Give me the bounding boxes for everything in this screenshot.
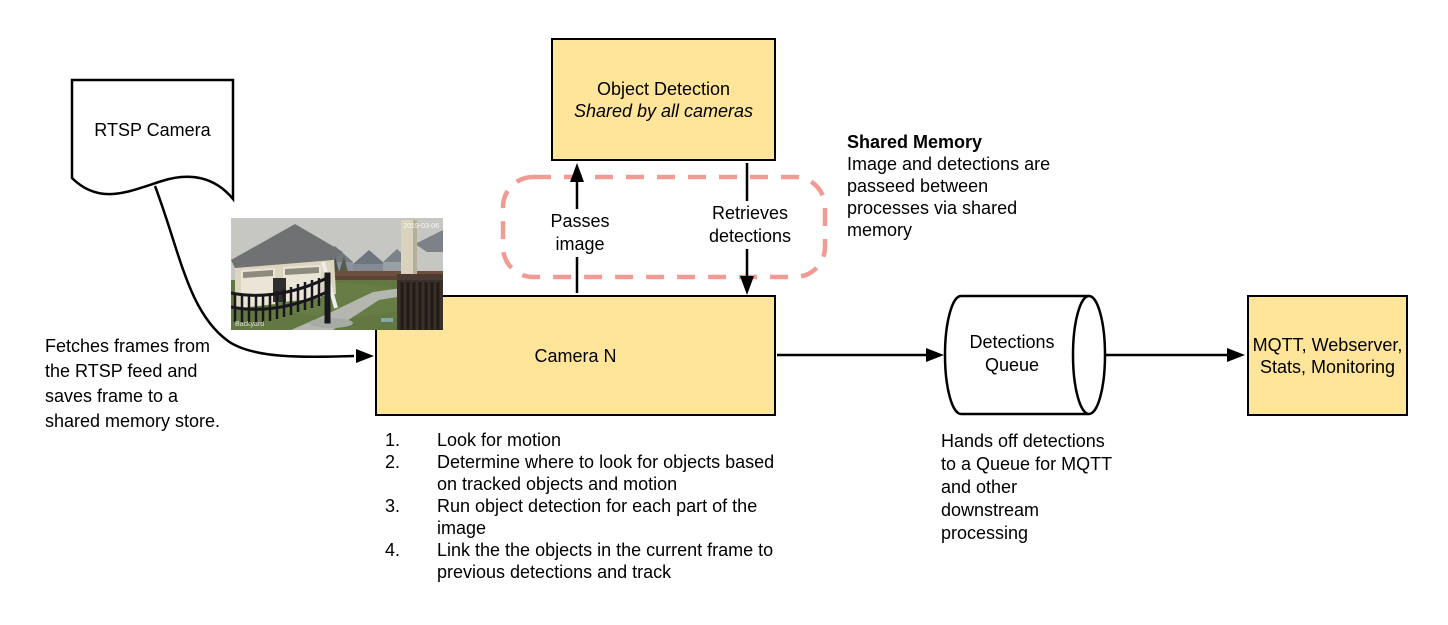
- camera-snapshot-image: [231, 218, 443, 330]
- retrieves-detections-arrowhead: [740, 276, 754, 295]
- step-text: Link the the objects in the current frame to previous detections and track: [437, 540, 774, 582]
- detections-queue-label: Detections Queue: [969, 332, 1055, 375]
- snapshot-walkway-wet: [309, 318, 353, 328]
- rtsp-camera-label: RTSP Camera: [94, 120, 211, 140]
- step-text: Look for motion: [437, 430, 562, 450]
- object-detection-title: Object Detection: [596, 78, 731, 99]
- passes-image-label: Passes image: [546, 209, 614, 257]
- step-text: Run object detection for each part of the image: [437, 496, 758, 538]
- step-number: 4.: [385, 540, 401, 560]
- rtsp-to-camera-arrowhead: [356, 349, 374, 363]
- outputs-label: MQTT, Webserver, Stats, Monitoring: [1252, 334, 1403, 377]
- passes-image-arrowhead: [570, 163, 584, 182]
- list-item: [385, 451, 793, 495]
- list-item: [385, 495, 793, 539]
- snapshot-timestamp: 2019-03-06: [403, 223, 439, 230]
- step-number: 1.: [385, 430, 401, 450]
- shared-memory-note: [847, 131, 1055, 241]
- list-item: [385, 429, 793, 451]
- step-number: 2.: [385, 452, 401, 472]
- camera-to-queue-arrowhead: [926, 348, 944, 362]
- fetch-frames-note: Fetches frames from the RTSP feed and saves frame to a shared memory store.: [45, 336, 221, 431]
- step-number: 3.: [385, 496, 401, 516]
- queue-to-outputs-arrowhead: [1227, 348, 1245, 362]
- snapshot-camera-name: Backyard: [235, 321, 265, 328]
- queue-handoff-note: Hands off detections to a Queue for MQTT and other downstream processing: [941, 431, 1112, 543]
- retrieves-detections-label: Retrieves detections: [701, 201, 799, 249]
- object-detection-subtitle: Shared by all cameras: [573, 100, 754, 121]
- list-item: [385, 539, 793, 583]
- shared-memory-note-title: Shared Memory: [847, 132, 983, 152]
- outputs-node: [1247, 295, 1408, 416]
- camera-n-label: Camera N: [534, 345, 617, 366]
- object-detection-node: [551, 38, 776, 161]
- detections-queue-end-ellipse: [1073, 296, 1105, 414]
- camera-steps-list: [385, 429, 793, 583]
- shared-memory-note-body: Image and detections are passeed between processes via shared memory: [847, 154, 1051, 240]
- step-text: Determine where to look for objects based on tracked objects and motion: [437, 452, 775, 494]
